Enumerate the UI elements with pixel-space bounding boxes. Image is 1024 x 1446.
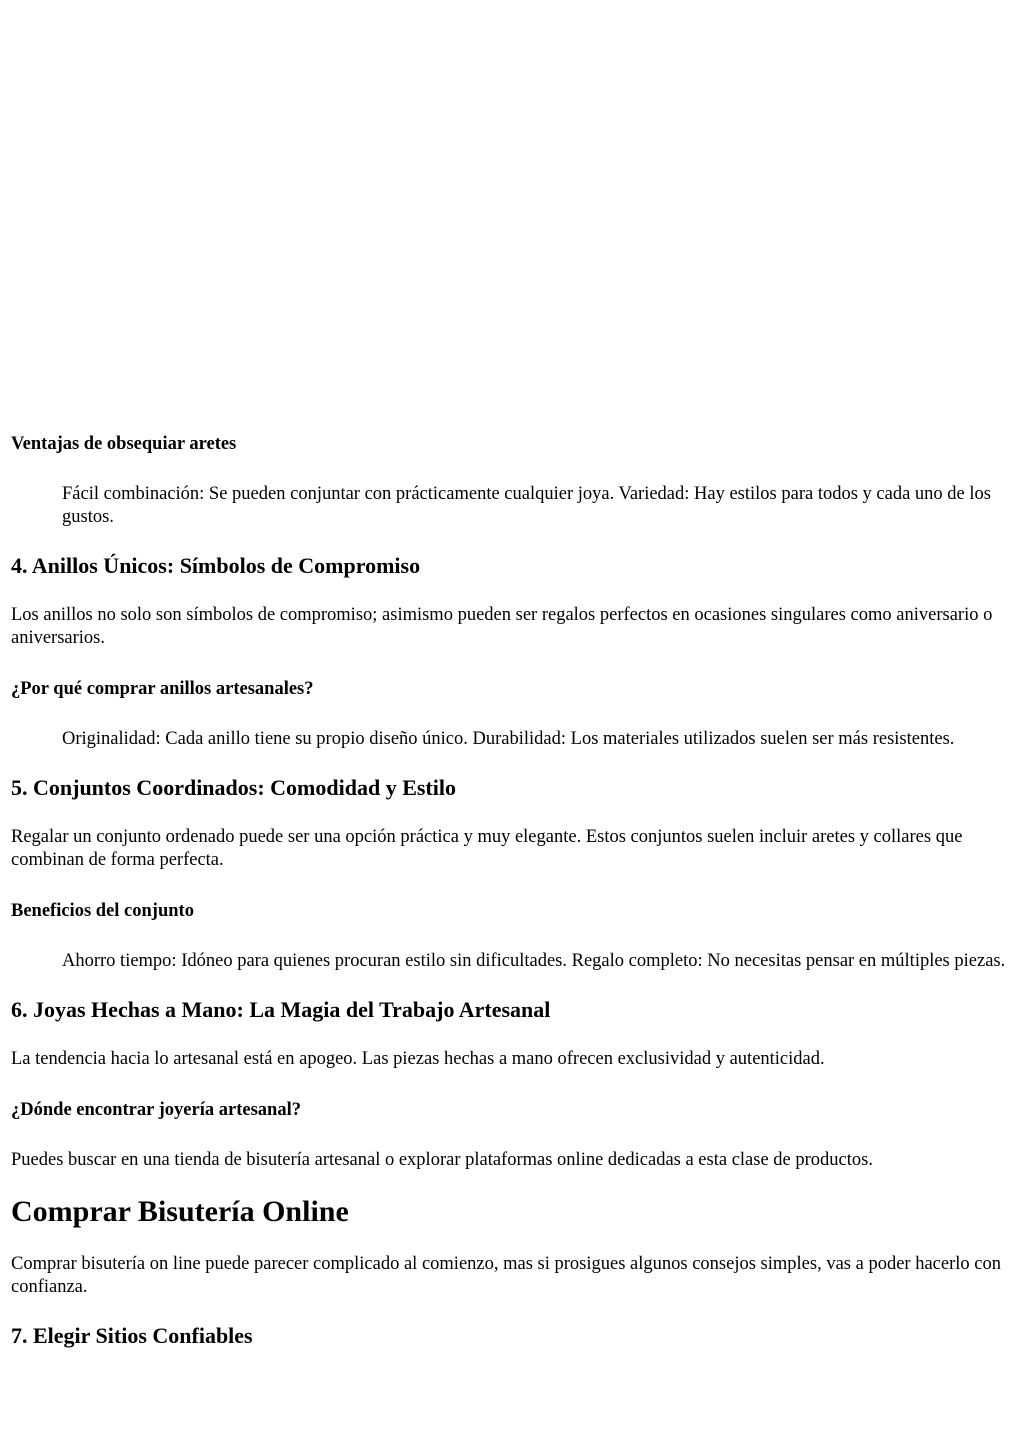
paragraph-donde-encontrar: Puedes buscar en una tienda de bisutería artesanal o explorar plataformas online dedicadas a esta clase de productos. <box>11 1150 873 1170</box>
paragraph-joyas-mano: La tendencia hacia lo artesanal está en apogeo. Las piezas hechas a mano ofrecen exclusividad y autenticidad. <box>11 1049 825 1069</box>
subheading-donde-encontrar: ¿Dónde encontrar joyería artesanal? <box>11 1100 301 1120</box>
paragraph-anillos: Los anillos no solo son símbolos de compromiso; asimismo pueden ser regalos perfectos en ocasiones singulares como aniversario o aniversarios. <box>11 605 993 648</box>
paragraph-conjuntos: Regalar un conjunto ordenado puede ser una opción práctica y muy elegante. Estos conjuntos suelen incluir aretes y collares que combinan de forma perfecta. <box>11 827 963 870</box>
heading-elegir-sitios-confiables: 7. Elegir Sitios Confiables <box>11 1323 253 1348</box>
blockquote-anillos-artesanales: Originalidad: Cada anillo tiene su propio diseño único. Durabilidad: Los materiales utilizados suelen ser más resistentes. <box>62 729 955 749</box>
blank-image-area <box>0 0 1024 432</box>
heading-conjuntos-coordinados: 5. Conjuntos Coordinados: Comodidad y Estilo <box>11 775 456 800</box>
paragraph-comprar-online: Comprar bisutería on line puede parecer complicado al comienzo, mas si prosigues algunos consejos simples, vas a poder hacerlo con confianza. <box>11 1254 1001 1297</box>
heading-anillos-unicos: 4. Anillos Únicos: Símbolos de Compromiso <box>11 553 421 578</box>
blockquote-ventajas-aretes: Fácil combinación: Se pueden conjuntar con prácticamente cualquier joya. Variedad: Hay estilos para todos y cada uno de los gustos. <box>62 484 991 527</box>
subheading-anillos-artesanales: ¿Por qué comprar anillos artesanales? <box>11 679 314 699</box>
heading-comprar-bisuteria-online: Comprar Bisutería Online <box>11 1195 349 1228</box>
subheading-ventajas-aretes: Ventajas de obsequiar aretes <box>11 434 237 454</box>
subheading-beneficios-conjunto: Beneficios del conjunto <box>11 901 194 921</box>
heading-joyas-hechas-mano: 6. Joyas Hechas a Mano: La Magia del Trabajo Artesanal <box>11 997 551 1022</box>
blockquote-beneficios-conjunto: Ahorro tiempo: Idóneo para quienes procuran estilo sin dificultades. Regalo completo: No necesitas pensar en múltiples piezas. <box>62 951 1006 971</box>
article-content <box>0 432 1024 1350</box>
